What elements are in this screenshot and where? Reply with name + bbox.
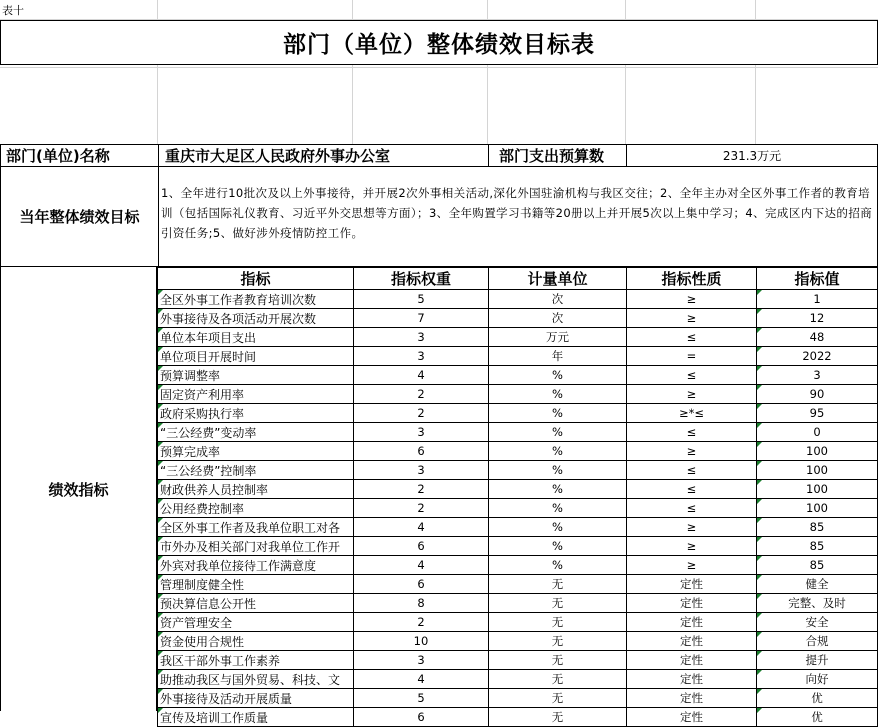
indicator-weight: 2	[354, 480, 489, 499]
indicator-weight: 3	[354, 347, 489, 366]
indicator-unit: 无	[489, 708, 627, 727]
indicator-nature: 定性	[627, 651, 757, 670]
department-info-row	[0, 144, 878, 166]
table-row	[158, 366, 878, 385]
indicator-unit: 次	[489, 290, 627, 309]
gridline	[0, 67, 878, 68]
budget-value: 231.3万元	[626, 145, 877, 166]
indicator-value: 100	[757, 461, 878, 480]
department-name-label: 部门(单位)名称	[6, 147, 110, 165]
indicator-value: 100	[757, 480, 878, 499]
indicator-weight: 3	[354, 651, 489, 670]
indicator-nature: 定性	[627, 613, 757, 632]
indicator-name: 预算完成率	[158, 442, 354, 461]
indicator-value: 85	[757, 556, 878, 575]
header-nature: 指标性质	[627, 268, 757, 290]
table-number-label: 表十	[2, 4, 24, 17]
indicator-name: 预算调整率	[158, 366, 354, 385]
indicator-value: 90	[757, 385, 878, 404]
indicator-weight: 4	[354, 366, 489, 385]
header-indicator: 指标	[158, 268, 354, 290]
table-row	[158, 290, 878, 309]
indicator-weight: 2	[354, 404, 489, 423]
indicator-unit: 无	[489, 613, 627, 632]
indicator-name: 资产管理安全	[158, 613, 354, 632]
indicator-nature: ≤	[627, 328, 757, 347]
indicator-weight: 6	[354, 575, 489, 594]
indicator-nature: ≥	[627, 309, 757, 328]
department-name-value: 重庆市大足区人民政府外事办公室	[158, 145, 488, 166]
indicator-weight: 4	[354, 556, 489, 575]
indicator-unit: %	[489, 404, 627, 423]
indicator-weight: 6	[354, 537, 489, 556]
indicator-weight: 3	[354, 461, 489, 480]
indicator-unit: %	[489, 442, 627, 461]
indicator-weight: 7	[354, 309, 489, 328]
table-row	[158, 632, 878, 651]
indicator-name: “三公经费”变动率	[158, 423, 354, 442]
indicator-name: 政府采购执行率	[158, 404, 354, 423]
indicator-unit: 无	[489, 689, 627, 708]
indicator-value: 85	[757, 518, 878, 537]
indicator-value: 3	[757, 366, 878, 385]
indicator-value: 100	[757, 442, 878, 461]
indicator-nature: ≥*≤	[627, 404, 757, 423]
indicator-name: 宣传及培训工作质量	[158, 708, 354, 727]
indicator-value: 安全	[757, 613, 878, 632]
indicator-unit: %	[489, 518, 627, 537]
indicator-name: 我区干部外事工作素养	[158, 651, 354, 670]
table-row	[158, 347, 878, 366]
indicator-nature: ≥	[627, 290, 757, 309]
indicator-nature: 定性	[627, 689, 757, 708]
indicator-weight: 2	[354, 385, 489, 404]
indicator-nature: ≤	[627, 423, 757, 442]
table-row	[158, 385, 878, 404]
indicator-unit: 万元	[489, 328, 627, 347]
indicator-weight: 4	[354, 670, 489, 689]
annual-goal-label: 当年整体绩效目标	[1, 167, 159, 266]
indicator-weight: 4	[354, 518, 489, 537]
indicator-nature: ≤	[627, 461, 757, 480]
indicator-unit: 次	[489, 309, 627, 328]
table-row	[158, 689, 878, 708]
budget-label: 部门支出预算数	[488, 145, 626, 166]
indicator-unit: 无	[489, 670, 627, 689]
indicator-weight: 3	[354, 328, 489, 347]
indicator-value: 向好	[757, 670, 878, 689]
indicator-unit: %	[489, 537, 627, 556]
indicator-name: 外事接待及活动开展质量	[158, 689, 354, 708]
table-row	[158, 442, 878, 461]
indicator-value: 完整、及时	[757, 594, 878, 613]
table-row	[158, 499, 878, 518]
header-weight: 指标权重	[354, 268, 489, 290]
indicator-name: 单位本年项目支出	[158, 328, 354, 347]
indicator-nature: ≥	[627, 518, 757, 537]
indicator-value: 85	[757, 537, 878, 556]
indicator-nature: 定性	[627, 594, 757, 613]
indicator-nature: ≥	[627, 556, 757, 575]
indicator-nature: ≤	[627, 499, 757, 518]
indicator-table	[157, 267, 878, 727]
indicator-value: 优	[757, 689, 878, 708]
indicator-weight: 6	[354, 442, 489, 461]
indicator-unit: %	[489, 480, 627, 499]
indicator-unit: 无	[489, 632, 627, 651]
indicator-weight: 10	[354, 632, 489, 651]
indicator-weight: 2	[354, 499, 489, 518]
indicator-name: 资金使用合规性	[158, 632, 354, 651]
indicator-unit: %	[489, 385, 627, 404]
annual-goal-row	[0, 166, 878, 267]
table-row	[158, 461, 878, 480]
indicator-nature: 定性	[627, 708, 757, 727]
indicator-value: 0	[757, 423, 878, 442]
indicator-unit: %	[489, 556, 627, 575]
table-row	[158, 670, 878, 689]
table-row	[158, 575, 878, 594]
indicator-name: 全区外事工作者及我单位职工对各	[158, 518, 354, 537]
indicator-unit: %	[489, 461, 627, 480]
indicator-value: 优	[757, 708, 878, 727]
table-row	[158, 537, 878, 556]
indicator-value: 48	[757, 328, 878, 347]
indicator-nature: ≤	[627, 480, 757, 499]
indicator-weight: 5	[354, 290, 489, 309]
indicator-unit: 无	[489, 575, 627, 594]
indicator-weight: 3	[354, 423, 489, 442]
indicator-unit: 无	[489, 594, 627, 613]
table-row	[158, 594, 878, 613]
table-row	[158, 309, 878, 328]
indicator-name: 财政供养人员控制率	[158, 480, 354, 499]
performance-indicators-label: 绩效指标	[0, 267, 157, 711]
table-row	[158, 328, 878, 347]
indicator-name: 外事接待及各项活动开展次数	[158, 309, 354, 328]
page-title: 部门（单位）整体绩效目标表	[0, 20, 878, 65]
table-row	[158, 708, 878, 727]
indicator-weight: 8	[354, 594, 489, 613]
indicator-weight: 5	[354, 689, 489, 708]
indicator-unit: %	[489, 366, 627, 385]
indicator-nature: ≥	[627, 385, 757, 404]
indicator-value: 95	[757, 404, 878, 423]
indicator-name: “三公经费”控制率	[158, 461, 354, 480]
indicator-value: 健全	[757, 575, 878, 594]
indicator-nature: 定性	[627, 632, 757, 651]
indicator-nature: ≤	[627, 366, 757, 385]
indicator-weight: 6	[354, 708, 489, 727]
indicator-unit: 无	[489, 651, 627, 670]
indicator-value: 2022	[757, 347, 878, 366]
indicator-name: 公用经费控制率	[158, 499, 354, 518]
indicator-name: 固定资产利用率	[158, 385, 354, 404]
table-row	[158, 518, 878, 537]
header-value: 指标值	[757, 268, 878, 290]
indicator-nature: ≥	[627, 537, 757, 556]
table-row	[158, 651, 878, 670]
indicator-name: 市外办及相关部门对我单位工作开	[158, 537, 354, 556]
indicator-name: 管理制度健全性	[158, 575, 354, 594]
indicator-nature: 定性	[627, 670, 757, 689]
indicator-value: 提升	[757, 651, 878, 670]
table-row	[158, 404, 878, 423]
indicator-name: 助推动我区与国外贸易、科技、文	[158, 670, 354, 689]
indicator-name: 预决算信息公开性	[158, 594, 354, 613]
indicator-value: 1	[757, 290, 878, 309]
indicator-value: 100	[757, 499, 878, 518]
indicator-name: 外宾对我单位接待工作满意度	[158, 556, 354, 575]
indicator-nature: 定性	[627, 575, 757, 594]
table-row	[158, 613, 878, 632]
table-row	[158, 423, 878, 442]
indicator-name: 全区外事工作者教育培训次数	[158, 290, 354, 309]
annual-goal-text: 1、全年进行10批次及以上外事接待，并开展2次外事相关活动,深化外国驻渝机构与我区交往；2、全年主办对全区外事工作者的教育培训（包括国际礼仪教育、习近平外交思想等方面）；3、全年购置学习书籍等20册以上并开展5次以上集中学习；4、完成区内下达的招商引资任务;5、做好涉外疫情防控工作。	[161, 186, 873, 240]
indicator-unit: 年	[489, 347, 627, 366]
indicator-header-row	[158, 268, 878, 290]
indicator-unit: %	[489, 499, 627, 518]
table-row	[158, 556, 878, 575]
indicator-nature: ≥	[627, 442, 757, 461]
table-row	[158, 480, 878, 499]
indicator-value: 12	[757, 309, 878, 328]
indicator-nature: =	[627, 347, 757, 366]
indicator-weight: 2	[354, 613, 489, 632]
indicator-unit: %	[489, 423, 627, 442]
indicator-name: 单位项目开展时间	[158, 347, 354, 366]
indicator-value: 合规	[757, 632, 878, 651]
indicator-table-body	[158, 290, 878, 727]
header-unit: 计量单位	[489, 268, 627, 290]
